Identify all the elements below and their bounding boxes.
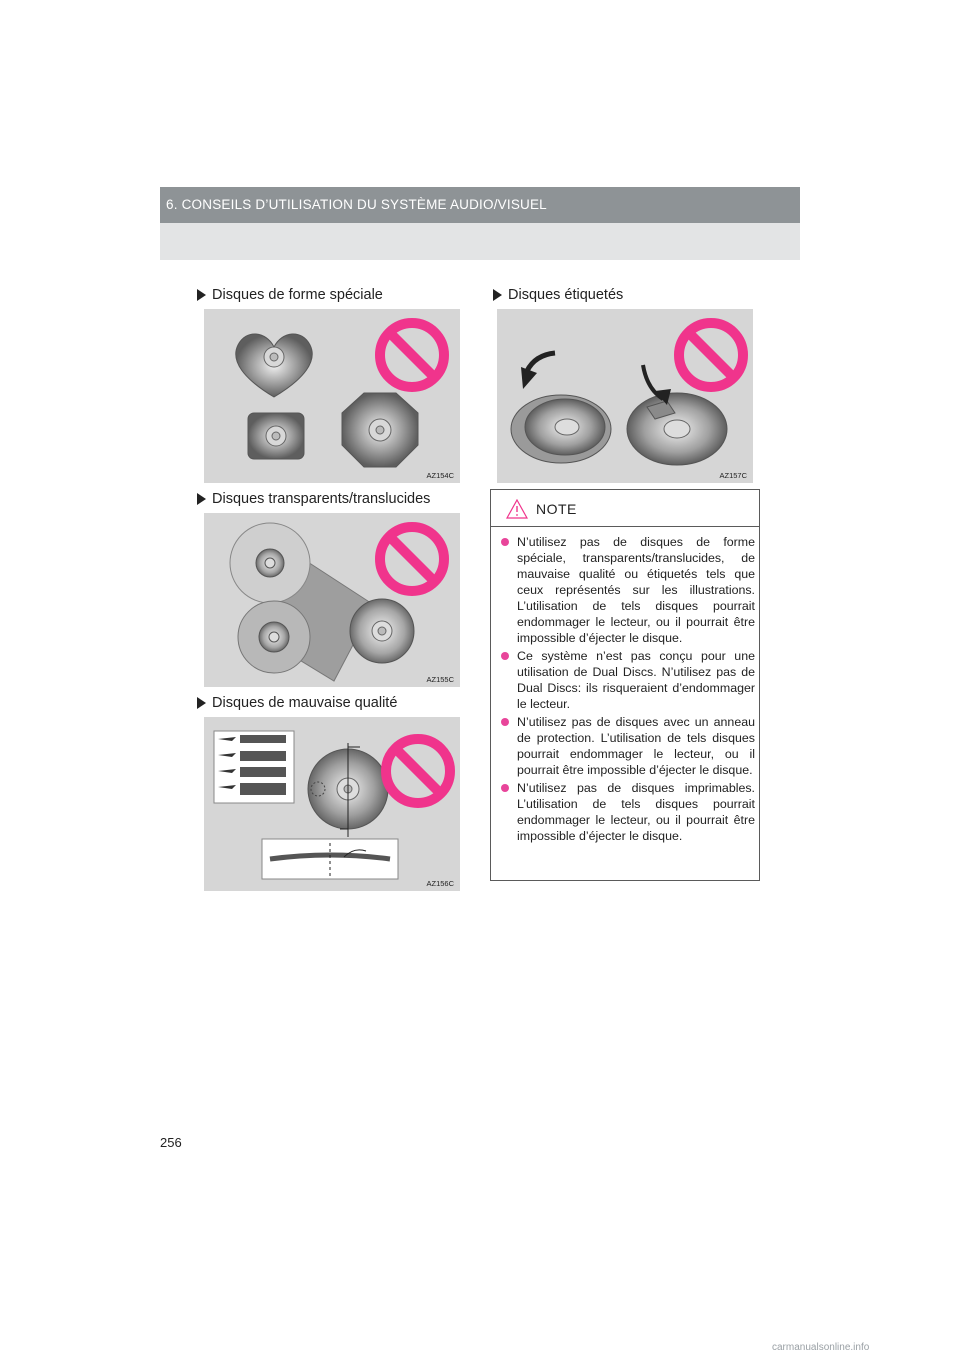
triangle-bullet-icon xyxy=(197,493,206,505)
triangle-bullet-icon xyxy=(493,289,502,301)
note-item-text: N’utilisez pas de disques imprimables. L’utilisation de tels disques pourrait endommager le lecteur, ou il pourrait être impossible d’éjecter le disque. xyxy=(517,781,755,843)
figure-poor-quality-discs xyxy=(204,717,460,891)
prohibition-icon xyxy=(386,739,450,803)
figure-labeled-discs xyxy=(497,309,753,483)
prohibition-icon xyxy=(380,527,444,591)
heading-labeled-text: Disques étiquetés xyxy=(508,287,624,303)
section-header xyxy=(160,187,800,260)
figure-code: AZ157C xyxy=(719,471,747,480)
bullet-icon xyxy=(501,718,509,726)
figure-transparent-discs xyxy=(204,513,460,687)
bullet-icon xyxy=(501,652,509,660)
note-list xyxy=(501,534,755,846)
heading-transparent-text: Disques transparents/translucides xyxy=(212,491,431,507)
heading-special-shape-text: Disques de forme spéciale xyxy=(212,287,383,303)
figure-special-shape-discs xyxy=(204,309,460,483)
heading-special-shape xyxy=(197,287,383,303)
warning-triangle-icon xyxy=(506,499,528,524)
note-title: NOTE xyxy=(536,501,577,517)
prohibition-icon xyxy=(679,323,743,387)
note-item xyxy=(501,534,755,646)
prohibition-icon xyxy=(380,323,444,387)
page-number: 256 xyxy=(160,1135,182,1150)
figure-code: AZ155C xyxy=(426,675,454,684)
triangle-bullet-icon xyxy=(197,289,206,301)
bullet-icon xyxy=(501,784,509,792)
footer-watermark: carmanualsonline.info xyxy=(772,1342,870,1353)
note-item xyxy=(501,780,755,844)
section-header-band xyxy=(160,187,800,223)
triangle-bullet-icon xyxy=(197,697,206,709)
note-header xyxy=(491,490,759,527)
figure-code: AZ156C xyxy=(426,879,454,888)
note-item-text: N’utilisez pas de disques avec un anneau de protection. L’utilisation de tels disques pourrait endommager le lecteur, ou il pourrait être impossible d’éjecter le disque. xyxy=(517,715,755,777)
section-title: 6. CONSEILS D’UTILISATION DU SYSTÈME AUDIO/VISUEL xyxy=(166,197,547,212)
note-item xyxy=(501,714,755,778)
figure-code: AZ154C xyxy=(426,471,454,480)
bullet-icon xyxy=(501,538,509,546)
heading-labeled xyxy=(493,287,623,303)
heading-poor-quality-text: Disques de mauvaise qualité xyxy=(212,695,398,711)
note-box xyxy=(490,489,760,881)
note-item xyxy=(501,648,755,712)
heading-transparent xyxy=(197,491,430,507)
note-item-text: N’utilisez pas de disques de forme spéciale, transparents/translucides, de mauvaise qualité ou étiquetés tels que ceux représentés sur les illustrations. L’utilisation de tels disques pourrait endommager le lecteur, ou il pourrait être impossible d’éjecter le disque. xyxy=(517,535,755,645)
heading-poor-quality xyxy=(197,695,397,711)
note-item-text: Ce système n’est pas conçu pour une utilisation de Dual Discs. N’utilisez pas de Dual Discs: ils risqueraient d’endommager le lecteur. xyxy=(517,649,755,711)
